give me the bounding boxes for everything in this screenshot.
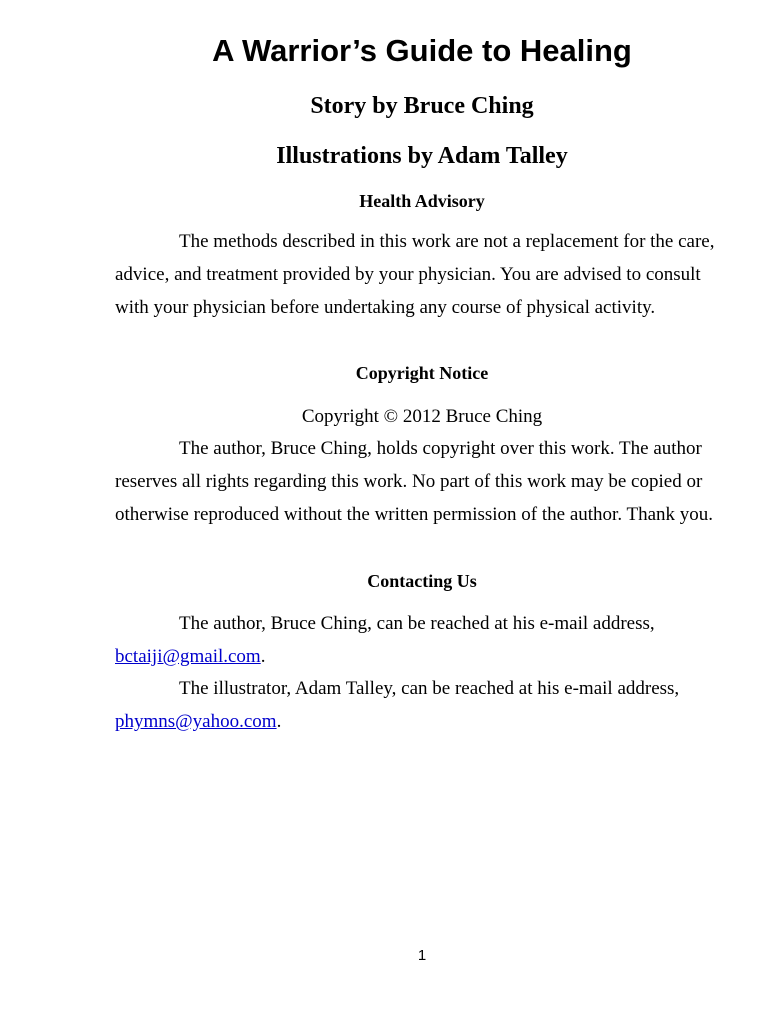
health-advisory-text: The methods described in this work are not a replacement for the care, advice, and treatment provided by your physician. You are advised to consult with your physician before undertaking any course of physical activity. — [115, 231, 715, 318]
illustrator-contact-suffix: . — [276, 711, 282, 732]
copyright-line: Copyright © 2012 Bruce Ching — [301, 406, 543, 427]
contacting-us-heading: Contacting Us — [367, 571, 477, 591]
page-number: 1 — [417, 947, 427, 964]
story-by-line: Story by Bruce Ching — [310, 93, 534, 119]
copyright-text: The author, Bruce Ching, holds copyright over this work. The author reserves all rights regarding this work. No part of this work may be copied or otherwise reproduced without the written permission of the author. Thank you. — [115, 438, 714, 525]
illustrations-by-line: Illustrations by Adam Talley — [276, 143, 568, 169]
copyright-notice-heading: Copyright Notice — [355, 363, 489, 383]
author-contact-paragraph — [115, 607, 731, 673]
author-contact-text: The author, Bruce Ching, can be reached at his e-mail address, — [179, 613, 655, 634]
illustrator-email-link[interactable]: phymns@yahoo.com — [115, 711, 277, 732]
illustrator-contact-paragraph — [115, 672, 731, 738]
author-email-link[interactable]: bctaiji@gmail.com — [115, 646, 261, 667]
author-contact-suffix: . — [260, 646, 266, 667]
health-advisory-heading: Health Advisory — [359, 191, 485, 211]
document-title: A Warrior’s Guide to Healing — [212, 33, 632, 68]
illustrator-contact-text: The illustrator, Adam Talley, can be reached at his e-mail address, — [179, 678, 680, 699]
